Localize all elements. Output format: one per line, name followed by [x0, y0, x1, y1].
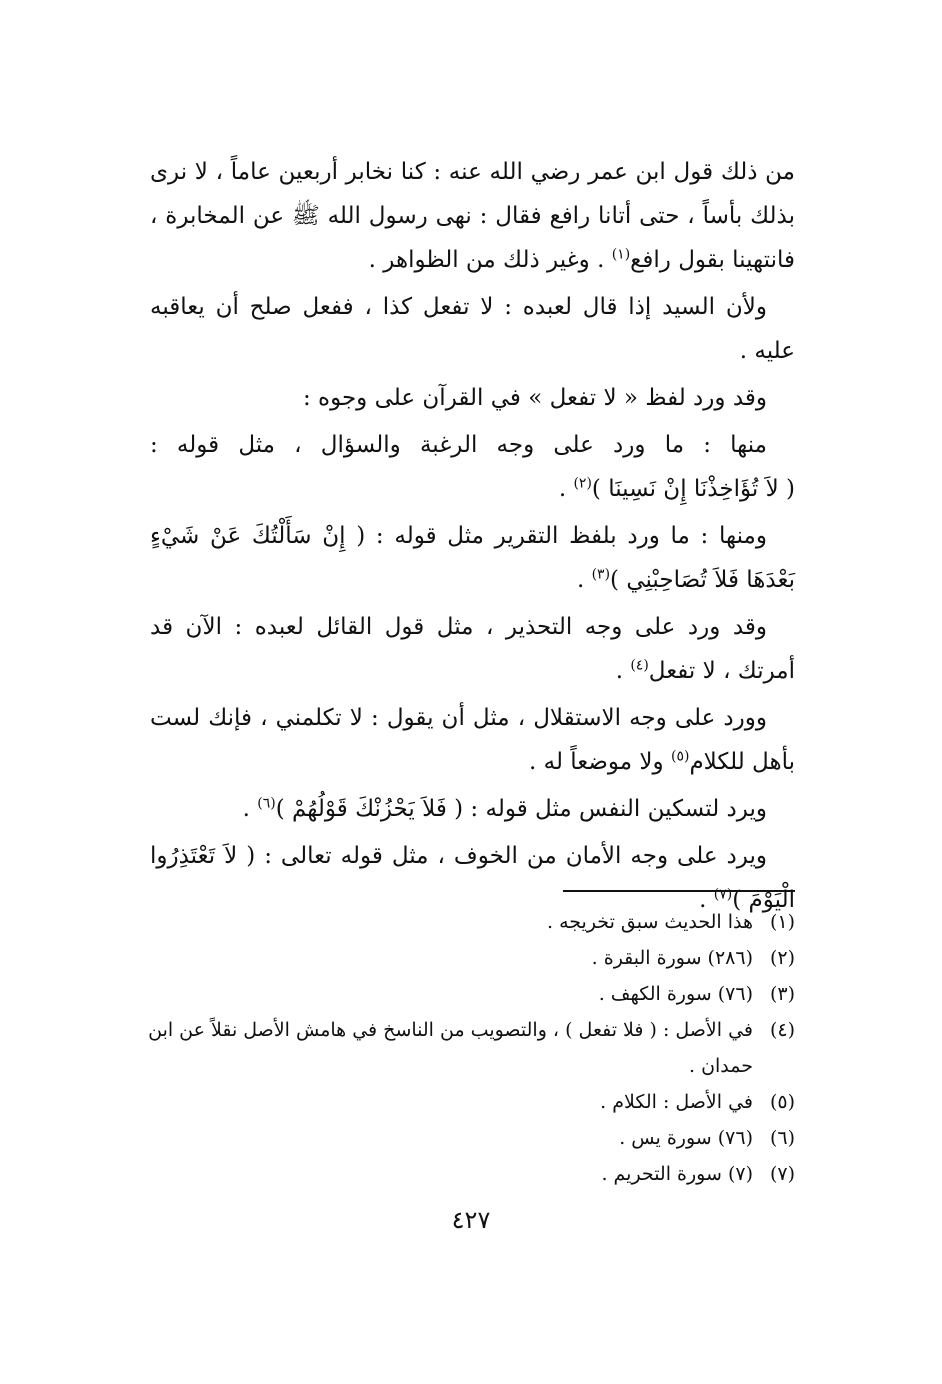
- footnote-text: في الأصل : الكلام .: [600, 1091, 753, 1113]
- footnote-item: [145, 976, 795, 1012]
- paragraph-text: ولأن السيد إذا قال لعبده : لا تفعل كذا ، ففعل صلح أن يعاقبه عليه .: [150, 294, 795, 364]
- footnote-text: هذا الحديث سبق تخريجه .: [547, 911, 753, 933]
- footnote-divider: [563, 890, 795, 892]
- paragraph-7: [150, 696, 795, 784]
- footnote-text: (٧٦) سورة يس .: [619, 1127, 753, 1149]
- paragraph-text: وقد ورد لفظ « لا تفعل » في القرآن على وجوه :: [302, 385, 767, 411]
- footnote-ref-1: (١): [611, 246, 631, 263]
- footnote-number: (٢): [769, 947, 795, 969]
- paragraph-text: منها : ما ورد على وجه الرغبة والسؤال ، مثل قوله :: [150, 432, 767, 458]
- footnote-number: (٣): [769, 983, 795, 1005]
- footnote-item: [145, 1084, 795, 1120]
- paragraph-text: وورد على وجه الاستقلال ، مثل أن يقول : لا تكلمني ، فإنك لست بأهل للكلام: [150, 705, 795, 775]
- footnote-item: [145, 940, 795, 976]
- paragraph-text: . وغير ذلك من الظواهر .: [368, 247, 612, 273]
- paragraph-text: .: [576, 567, 592, 593]
- paragraph-text: ولا موضعاً له .: [529, 749, 671, 775]
- footnote-text: (٧) سورة التحريم .: [601, 1163, 753, 1185]
- paragraph-8: [150, 787, 795, 831]
- footnote-text: (٢٨٦) سورة البقرة .: [591, 947, 753, 969]
- paragraph-text: ويرد على وجه الأمان من الخوف ، مثل قوله تعالى :: [255, 843, 767, 869]
- footnote-number: (٧): [769, 1163, 795, 1185]
- footnote-ref-6: (٦): [257, 795, 276, 812]
- footnote-ref-4: (٤): [630, 657, 649, 674]
- paragraph-3: [150, 376, 795, 420]
- footnote-number: (٥): [769, 1091, 795, 1113]
- footnote-text: (٧٦) سورة الكهف .: [598, 983, 753, 1005]
- quran-verse: ( إِنْ سَأَلْتُكَ عَنْ شَيْءٍ بَعْدَهَا فَلاَ تُصَاحِبْنِي ): [150, 523, 795, 593]
- page-number: ٤٢٧: [451, 1206, 491, 1234]
- footnote-ref-2: (٢): [573, 475, 592, 492]
- paragraph-text: .: [699, 887, 714, 913]
- paragraph-4: [150, 423, 795, 511]
- paragraph-1: [150, 150, 795, 282]
- footnote-ref-5: (٥): [670, 748, 690, 765]
- quran-verse: ( لاَ تَعْتَذِرُوا الْيَوْمَ ): [150, 843, 795, 913]
- paragraph-6: [150, 605, 795, 693]
- footnote-text: في الأصل : ( فلا تفعل ) ، والتصويب من الناسخ في هامش الأصل نقلاً عن ابن حمدان .: [148, 1019, 753, 1077]
- footnote-ref-3: (٣): [591, 566, 611, 583]
- paragraph-text: ويرد لتسكين النفس مثل قوله :: [463, 796, 767, 822]
- footnote-item: [145, 904, 795, 940]
- quran-verse: ( لاَ تُؤَاخِذْنَا إِنْ نَسِينَا ): [591, 476, 795, 502]
- footnote-item: [145, 1120, 795, 1156]
- paragraph-text: .: [558, 476, 574, 502]
- main-text: [150, 150, 795, 925]
- footnote-item: [145, 1012, 795, 1084]
- footnote-number: (٤): [769, 1019, 795, 1041]
- paragraph-text: من ذلك قول ابن عمر رضي الله عنه : كنا نخابر أربعين عاماً ، لا نرى بذلك بأساً ، حتى أتانا رافع فقال : نهى رسول الله ﷺ عن المخابرة ، فانتهينا بقول رافع: [150, 159, 795, 273]
- footnote-ref-7: (٧): [713, 886, 733, 903]
- paragraph-5: [150, 514, 795, 602]
- paragraph-text: .: [615, 658, 631, 684]
- footnotes: [145, 904, 795, 1192]
- footnote-item: [145, 1156, 795, 1192]
- footnote-number: (٦): [769, 1127, 795, 1149]
- footnote-number: (١): [769, 911, 795, 933]
- paragraph-text: ومنها : ما ورد بلفظ التقرير مثل قوله :: [365, 523, 767, 549]
- quran-verse: ( فَلاَ يَحْزُنْكَ قَوْلُهُمْ ): [275, 796, 464, 822]
- paragraph-2: [150, 285, 795, 373]
- paragraph-text: وقد ورد على وجه التحذير ، مثل قول القائل لعبده : الآن قد أمرتك ، لا تفعل: [150, 614, 795, 684]
- paragraph-text: .: [242, 796, 258, 822]
